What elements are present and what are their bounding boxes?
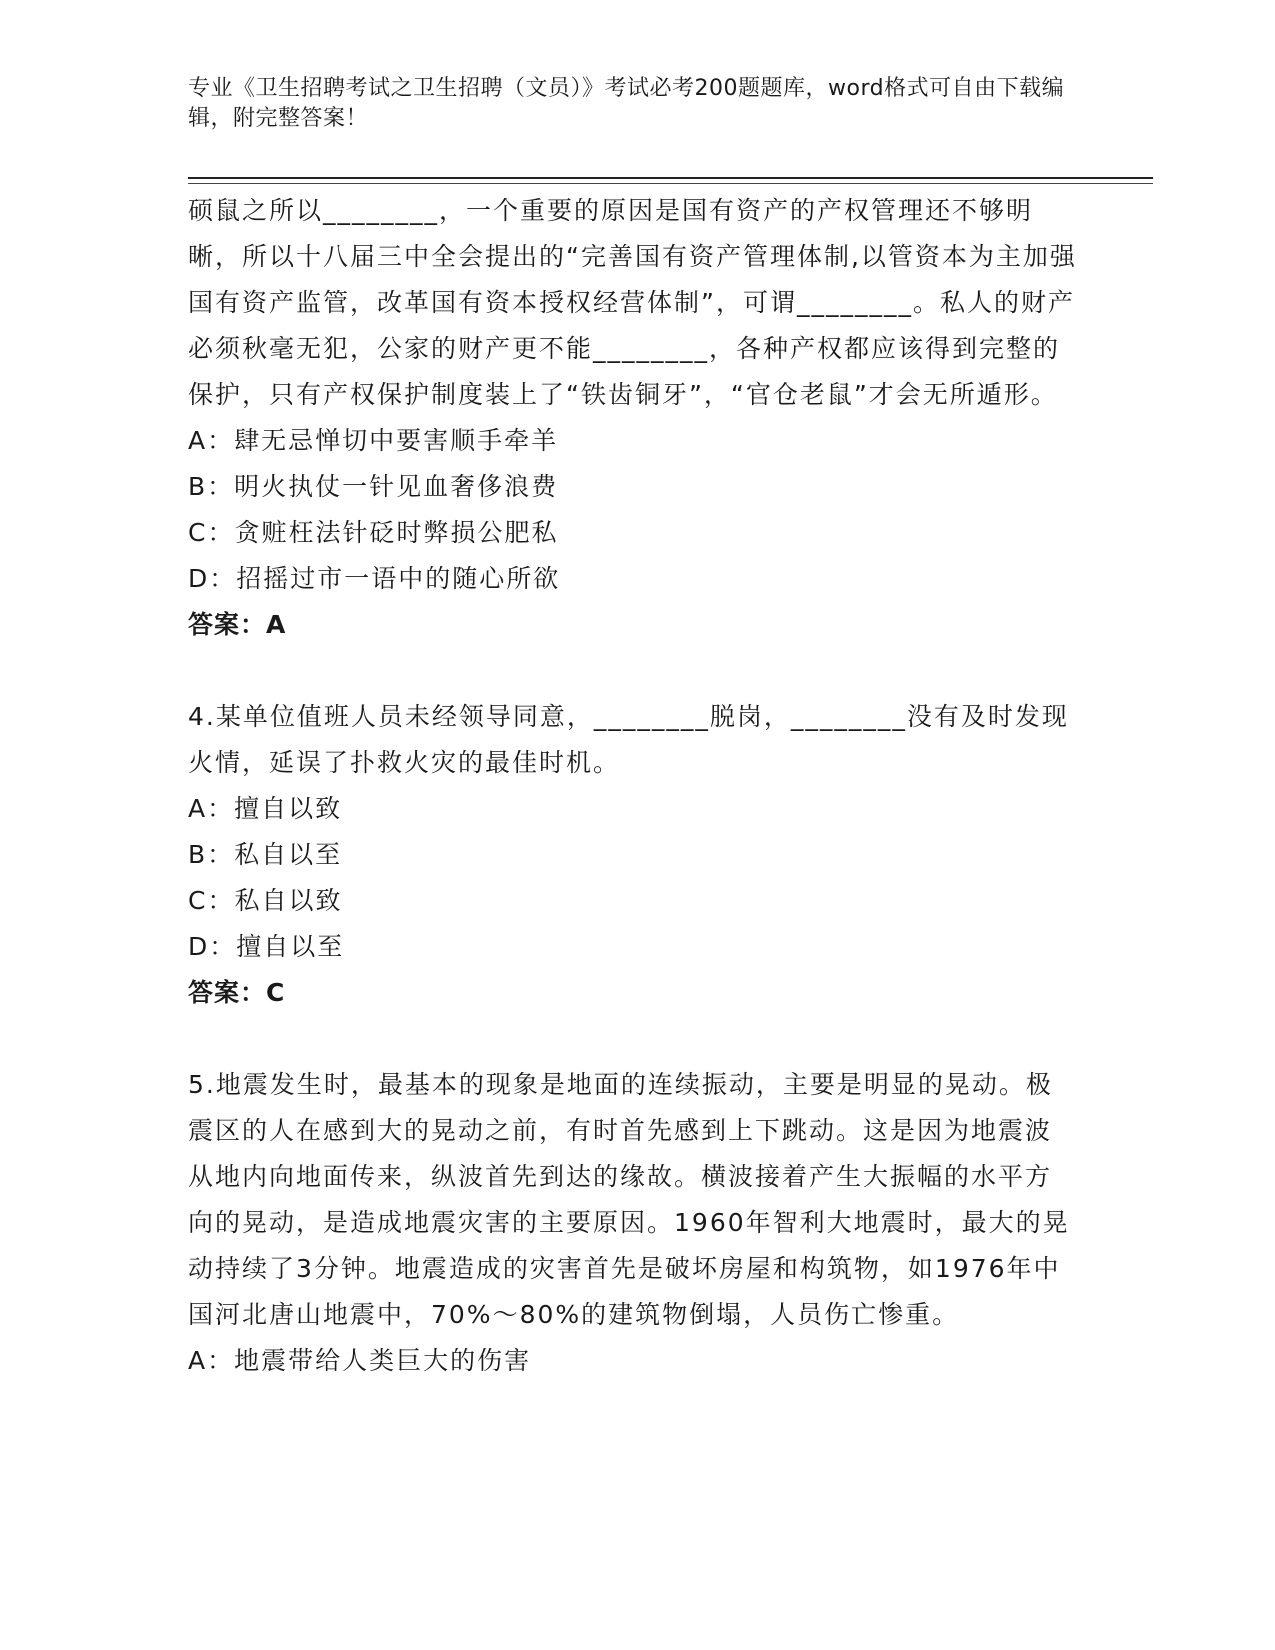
header-divider-thick	[188, 177, 1153, 179]
question-spacer	[188, 648, 1078, 694]
question-spacer	[188, 1016, 1078, 1062]
option-a: A：肆无忌惮切中要害顺手牵羊	[188, 426, 559, 455]
option-a: A：擅自以致	[188, 794, 343, 823]
question-block	[188, 1062, 1078, 1384]
option-c: C：私自以致	[188, 886, 343, 915]
question-stem: 硕鼠之所以________，一个重要的原因是国有资产的产权管理还不够明晰，所以十八届三中全会提出的“完善国有资产管理体制,以管资本为主加强国有资产监管，改革国有资本授权经营体制”，可谓________。私人的财产必须秋毫无犯，公家的财产更不能________，各种产权都应该得到完整的保护，只有产权保护制度装上了“铁齿铜牙”，“官仓老鼠”才会无所遁形。	[188, 196, 1077, 409]
answer-line: 答案：C	[188, 978, 286, 1007]
option-b: B：明火执仗一针见血奢侈浪费	[188, 472, 559, 501]
option-d: D：招摇过市一语中的随心所欲	[188, 564, 561, 593]
option-d: D：擅自以至	[188, 932, 345, 961]
document-body	[188, 188, 1078, 1384]
option-a: A：地震带给人类巨大的伤害	[188, 1346, 532, 1375]
document-header: 专业《卫生招聘考试之卫生招聘（文员）》考试必考200题题库，word格式可自由下载编辑，附完整答案！	[188, 76, 1065, 131]
question-stem: 5.地震发生时，最基本的现象是地面的连续振动，主要是明显的晃动。极震区的人在感到大的晃动之前，有时首先感到上下跳动。这是因为地震波从地内向地面传来，纵波首先到达的缘故。横波接着产生大振幅的水平方向的晃动，是造成地震灾害的主要原因。1960年智利大地震时，最大的晃动持续了3分钟。地震造成的灾害首先是破坏房屋和构筑物，如1976年中国河北唐山地震中，70%～80%的建筑物倒塌，人员伤亡惨重。	[188, 1070, 1070, 1329]
option-b: B：私自以至	[188, 840, 343, 869]
question-block	[188, 188, 1078, 648]
question-block	[188, 694, 1078, 1016]
header-divider-thin	[188, 183, 1153, 184]
question-stem: 4.某单位值班人员未经领导同意，________脱岗，________没有及时发现火情，延误了扑救火灾的最佳时机。	[188, 702, 1069, 777]
answer-line: 答案：A	[188, 610, 287, 639]
option-c: C：贪赃枉法针砭时弊损公肥私	[188, 518, 559, 547]
